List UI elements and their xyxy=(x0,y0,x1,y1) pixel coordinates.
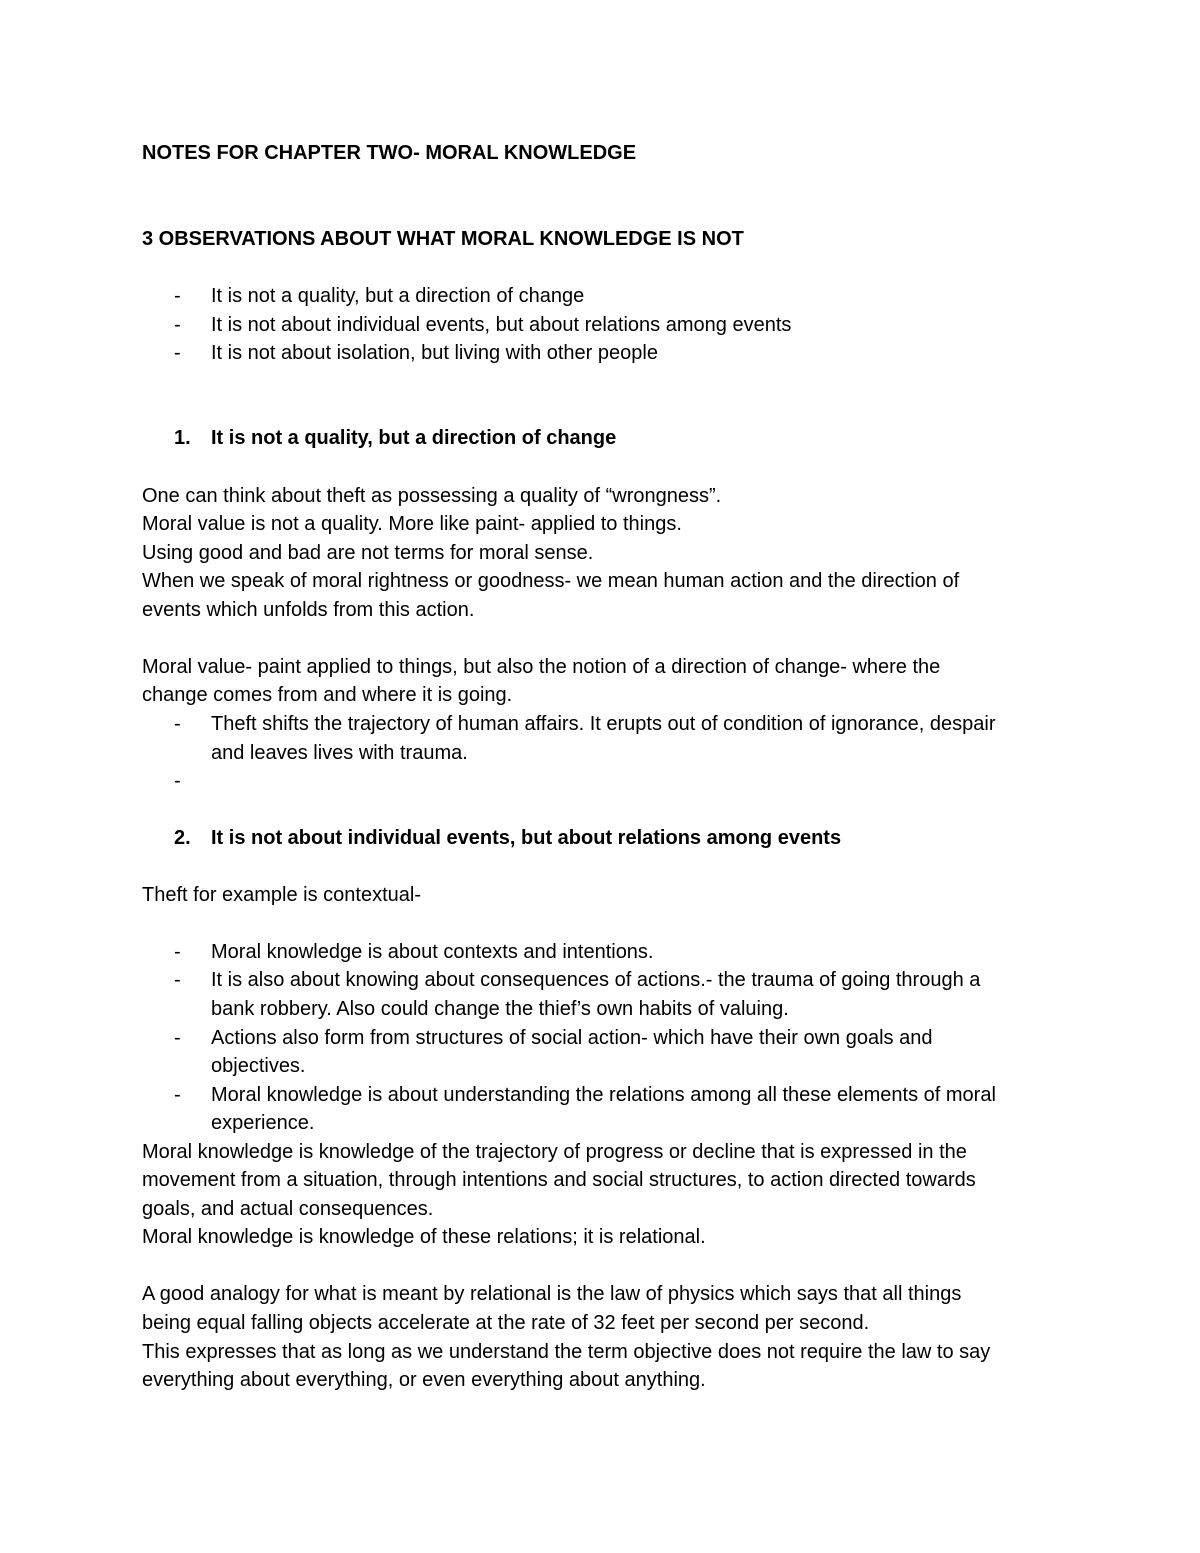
paragraph-line: When we speak of moral rightness or goodness- we mean human action and the direction of xyxy=(142,570,960,592)
bullet-marker: - xyxy=(174,314,181,336)
section-1-number: 1. xyxy=(174,427,191,449)
bullet-marker: - xyxy=(174,342,181,364)
paragraph-line: A good analogy for what is meant by relational is the law of physics which says that all things xyxy=(142,1283,962,1305)
paragraph-line: Moral knowledge is knowledge of the trajectory of progress or decline that is expressed in the xyxy=(142,1141,967,1163)
paragraph-line: This expresses that as long as we understand the term objective does not require the law to say xyxy=(142,1341,991,1363)
bullet-marker: - xyxy=(174,969,181,991)
paragraph-line: being equal falling objects accelerate at the rate of 32 feet per second per second. xyxy=(142,1312,870,1334)
bullet-marker: - xyxy=(174,713,181,735)
bullet-marker: - xyxy=(174,285,181,307)
section-1-heading: It is not a quality, but a direction of change xyxy=(211,427,617,449)
observation-item: It is not about isolation, but living with other people xyxy=(211,342,658,364)
bullet-marker: - xyxy=(174,941,181,963)
section-2-heading: It is not about individual events, but about relations among events xyxy=(211,827,842,849)
bullet-line: bank robbery. Also could change the thief’s own habits of valuing. xyxy=(211,998,789,1020)
bullet-line: objectives. xyxy=(211,1055,306,1077)
document-title: NOTES FOR CHAPTER TWO- MORAL KNOWLEDGE xyxy=(142,142,637,164)
bullet-line: and leaves lives with trauma. xyxy=(211,742,468,764)
bullet-marker: - xyxy=(174,1027,181,1049)
paragraph-line: movement from a situation, through intentions and social structures, to action directed towards xyxy=(142,1169,976,1191)
paragraph-line: events which unfolds from this action. xyxy=(142,599,475,621)
section-2-intro: Theft for example is contextual- xyxy=(142,884,422,906)
bullet-marker: - xyxy=(174,1084,181,1106)
paragraph-line: One can think about theft as possessing a quality of “wrongness”. xyxy=(142,485,722,507)
observations-heading: 3 OBSERVATIONS ABOUT WHAT MORAL KNOWLEDGE IS NOT xyxy=(142,228,744,250)
paragraph-line: goals, and actual consequences. xyxy=(142,1198,434,1220)
bullet-line: Theft shifts the trajectory of human affairs. It erupts out of condition of ignorance, despair xyxy=(211,713,996,735)
section-2-number: 2. xyxy=(174,827,191,849)
observation-item: It is not about individual events, but about relations among events xyxy=(211,314,792,336)
bullet-line: experience. xyxy=(211,1112,315,1134)
paragraph-line: change comes from and where it is going. xyxy=(142,684,513,706)
paragraph-line: Moral knowledge is knowledge of these relations; it is relational. xyxy=(142,1226,706,1248)
bullet-line: Moral knowledge is about understanding the relations among all these elements of moral xyxy=(211,1084,996,1106)
empty-bullet-marker: - xyxy=(174,770,181,792)
paragraph-line: everything about everything, or even everything about anything. xyxy=(142,1369,706,1391)
paragraph-line: Moral value- paint applied to things, but also the notion of a direction of change- where the xyxy=(142,656,941,678)
paragraph-line: Moral value is not a quality. More like paint- applied to things. xyxy=(142,513,682,535)
bullet-line: It is also about knowing about consequences of actions.- the trauma of going through a xyxy=(211,969,981,991)
bullet-line: Moral knowledge is about contexts and intentions. xyxy=(211,941,654,963)
observation-item: It is not a quality, but a direction of change xyxy=(211,285,585,307)
bullet-line: Actions also form from structures of social action- which have their own goals and xyxy=(211,1027,933,1049)
paragraph-line: Using good and bad are not terms for moral sense. xyxy=(142,542,594,564)
